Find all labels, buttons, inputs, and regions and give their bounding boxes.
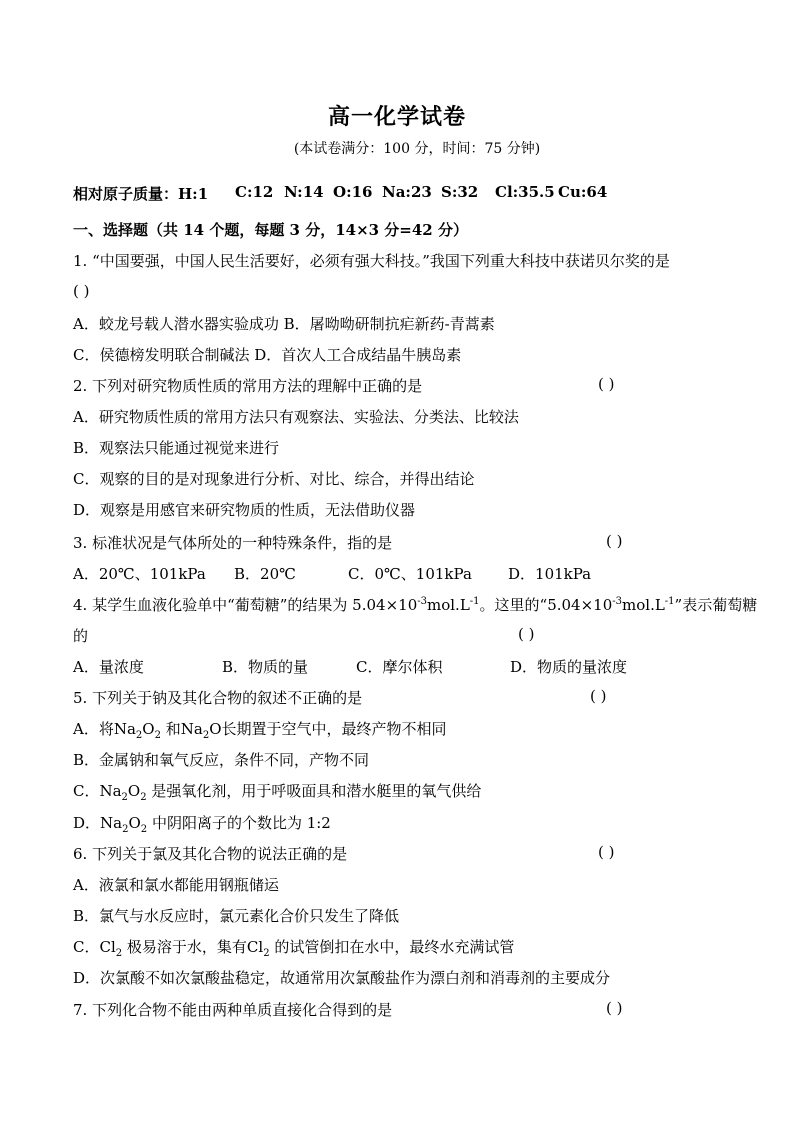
question-2-option-b: B．观察法只能通过视觉来进行: [73, 439, 280, 457]
question-3-option-a: A．20℃、101kPa: [73, 565, 206, 583]
section-heading: 一、选择题（共 14 个题，每题 3 分，14×3 分=42 分）: [73, 221, 468, 239]
question-1-stem: 1. “中国要强，中国人民生活要好，必须有强大科技。”我国下列重大科技中获诺贝尔奖的是: [73, 252, 670, 270]
question-3-stem: 3. 标准状况是气体所处的一种特殊条件，指的是: [73, 534, 393, 552]
question-2-option-d: D．观察是用感官来研究物质的性质，无法借助仪器: [73, 501, 416, 519]
question-4-stem: 4. 某学生血液化验单中“葡萄糖”的结果为 $5.04\times 10^{-3}mol.L^{-1}$。这里的“$5.04\times 10^{-3}mol.L^{-1}$”表示葡萄糖: [73, 596, 758, 614]
question-5-stem: 5. 下列关于钠及其化合物的叙述不正确的是: [73, 689, 363, 707]
question-1-paren: ( ): [73, 282, 90, 300]
atomic-mass-na: Na:23: [382, 183, 432, 201]
question-4-paren: ( ): [518, 625, 535, 643]
question-4-stem-line2: 的: [73, 627, 89, 645]
question-7-stem: 7. 下列化合物不能由两种单质直接化合得到的是: [73, 1001, 393, 1019]
question-1-options-ab: A．蛟龙号载人潜水器实验成功 B．屠呦呦研制抗疟新药-青蒿素: [73, 315, 495, 333]
atomic-mass-cl: Cl:35.5: [495, 183, 555, 201]
question-6-option-d: D．次氯酸不如次氯酸盐稳定，故通常用次氯酸盐作为漂白剂和消毒剂的主要成分: [73, 969, 611, 987]
question-6-option-a: A．液氯和氯水都能用钢瓶储运: [73, 876, 279, 894]
exam-subtitle: (本试卷满分：100 分，时间：75 分钟): [293, 141, 541, 157]
question-5-option-c: C．$Na_2O_2$ 是强氧化剂，用于呼吸面具和潜水艇里的氧气供给: [73, 782, 482, 803]
question-5-paren: ( ): [590, 687, 607, 705]
question-2-stem: 2. 下列对研究物质性质的常用方法的理解中正确的是: [73, 377, 423, 395]
atomic-mass-o: O:16: [333, 183, 373, 201]
question-4-option-c: C．摩尔体积: [356, 658, 443, 676]
question-4-option-d: D．物质的量浓度: [510, 658, 628, 676]
question-2-option-c: C．观察的目的是对现象进行分析、对比、综合，并得出结论: [73, 470, 475, 488]
question-5-option-d: D．$Na_2O_2$ 中阴阳离子的个数比为 1:2: [73, 814, 331, 835]
question-4-option-b: B．物质的量: [222, 658, 309, 676]
question-5-option-b: B．金属钠和氧气反应，条件不同，产物不同: [73, 751, 370, 769]
atomic-mass-cu: Cu:64: [558, 183, 608, 201]
question-6-paren: ( ): [598, 843, 615, 861]
question-2-option-a: A．研究物质性质的常用方法只有观察法、实验法、分类法、比较法: [73, 408, 519, 426]
question-4-option-a: A．量浓度: [73, 658, 144, 676]
question-3-paren: ( ): [606, 532, 623, 550]
atomic-mass-s: S:32: [441, 183, 479, 201]
atomic-mass-label: 相对原子质量：H:1: [73, 185, 209, 203]
question-5-option-a: A．将$Na_2O_2$ 和$Na_2O$长期置于空气中，最终产物不相同: [73, 720, 447, 741]
question-3-option-c: C．0℃、101kPa: [348, 565, 472, 583]
atomic-mass-c: C:12: [235, 183, 274, 201]
question-2-paren: ( ): [598, 375, 615, 393]
question-6-option-b: B．氯气与水反应时，氯元素化合价只发生了降低: [73, 907, 400, 925]
atomic-mass-n: N:14: [284, 183, 324, 201]
exam-title: 高一化学试卷: [327, 104, 466, 130]
question-7-paren: ( ): [606, 999, 623, 1017]
question-3-option-b: B．20℃: [234, 565, 296, 583]
question-6-stem: 6. 下列关于氯及其化合物的说法正确的是: [73, 845, 348, 863]
question-3-option-d: D．101kPa: [508, 565, 592, 583]
question-6-option-c: C．$Cl_2$ 极易溶于水，集有$Cl_2$ 的试管倒扣在水中，最终水充满试管: [73, 938, 515, 959]
question-1-options-cd: C．侯德榜发明联合制碱法 D．首次人工合成结晶牛胰岛素: [73, 346, 462, 364]
